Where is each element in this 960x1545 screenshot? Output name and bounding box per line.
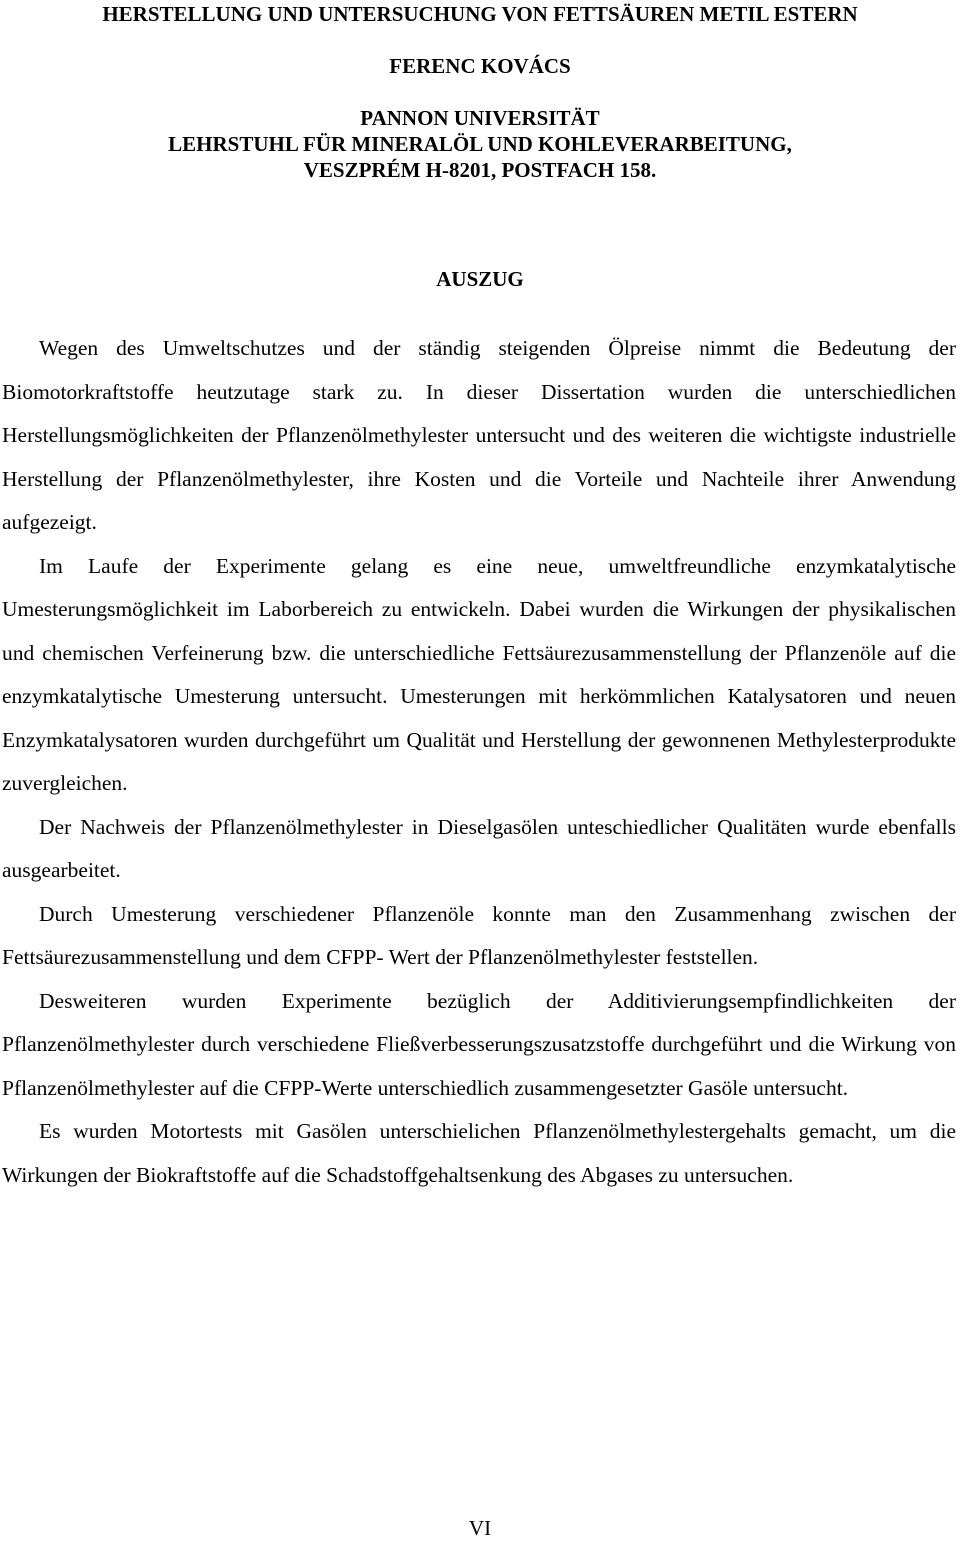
- affiliation-line-2: LEHRSTUHL FÜR MINERALÖL UND KOHLEVERARBEITUNG,: [168, 132, 792, 156]
- paper-title: HERSTELLUNG UND UNTERSUCHUNG VON FETTSÄUREN METIL ESTERN: [102, 2, 858, 26]
- affiliation-line-1: PANNON UNIVERSITÄT: [360, 106, 600, 130]
- affiliation-block: [0, 105, 960, 183]
- abstract-paragraph-5: Desweiteren wurden Experimente bezüglich der Additivierungsempfindlichkeiten der Pflanzenölmethylester durch verschiedene Fließverbesserungszusatzstoffe durchgeführt und die Wirkung von Pflanzenölmethylester auf die CFPP-Werte unterschiedlich zusammengesetzter Gasöle untersucht.: [2, 988, 956, 1100]
- abstract-heading: AUSZUG: [436, 267, 524, 291]
- abstract-paragraph-4: Durch Umesterung verschiedener Pflanzenöle konnte man den Zusammenhang zwischen der Fettsäurezusammenstellung und dem CFPP- Wert der Pflanzenölmethylester feststellen.: [2, 901, 956, 969]
- author-name: FERENC KOVÁCS: [389, 54, 571, 78]
- abstract-paragraph-2: Im Laufe der Experimente gelang es eine neue, umweltfreundliche enzymkatalytische Umesterungsmöglichkeit im Laborbereich zu entwickeln. Dabei wurden die Wirkungen der physikalischen und chemischen Verfeinerung bzw. die unterschiedliche Fettsäurezusammenstellung der Pflanzenöle auf die enzymkatalytische Umesterung untersucht. Umesterungen mit herkömmlichen Katalysatoren und neuen Enzymkatalysatoren wurden durchgeführt um Qualität und Herstellung der gewonnenen Methylesterprodukte zuvergleichen.: [2, 553, 956, 795]
- abstract-paragraph-6: Es wurden Motortests mit Gasölen unterschielichen Pflanzenölmethylestergehalts gemacht, um die Wirkungen der Biokraftstoffe auf die Schadstoffgehaltsenkung des Abgases zu untersuchen.: [2, 1119, 956, 1187]
- abstract-paragraph-3: Der Nachweis der Pflanzenölmethylester in Dieselgasölen unteschiedlicher Qualitäten wurde ebenfalls ausgearbeitet.: [2, 814, 956, 882]
- abstract-body: [2, 327, 956, 1197]
- abstract-paragraph-1: Wegen des Umweltschutzes und der ständig steigenden Ölpreise nimmt die Bedeutung der Biomotorkraftstoffe heutzutage stark zu. In dieser Dissertation wurden die unterschiedlichen Herstellungsmöglichkeiten der Pflanzenölmethylester untersucht und des weiteren die wichtigste industrielle Herstellung der Pflanzenölmethylester, ihre Kosten und die Vorteile und Nachteile ihrer Anwendung aufgezeigt.: [2, 336, 956, 534]
- page-number: VI: [468, 1516, 492, 1540]
- affiliation-line-3: VESZPRÉM H-8201, POSTFACH 158.: [303, 158, 657, 182]
